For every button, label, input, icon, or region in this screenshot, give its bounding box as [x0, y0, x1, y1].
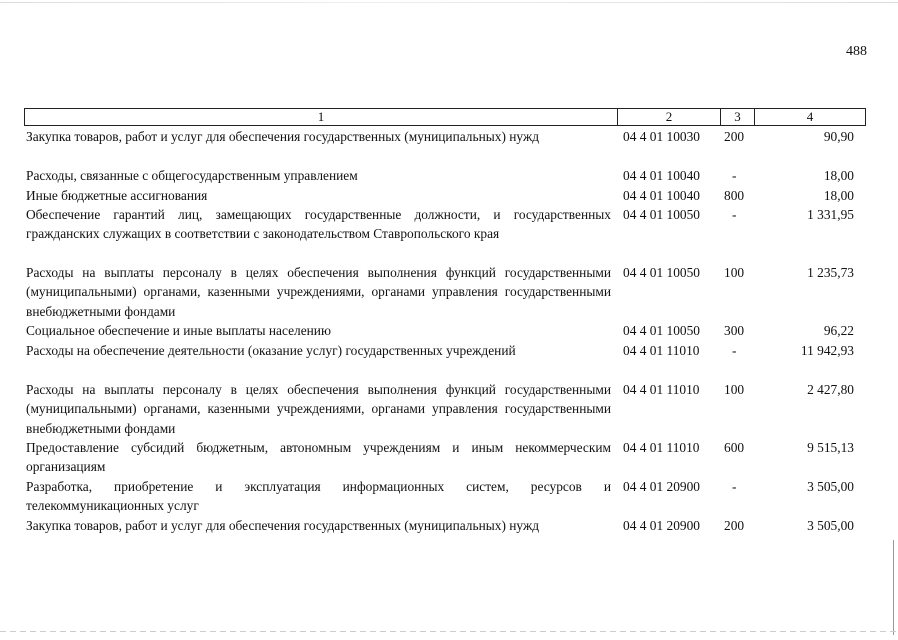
- row-name: Закупка товаров, работ и услуг для обеспечения государственных (муниципальных) нужд: [26, 518, 540, 533]
- row-type: 600: [724, 440, 745, 455]
- row-name: Закупка товаров, работ и услуг для обеспечения государственных (муниципальных) нужд: [26, 129, 540, 144]
- row-code: 04 4 01 11010: [623, 440, 700, 455]
- row-sum: 9 515,13: [807, 440, 854, 455]
- row-name: Расходы на обеспечение деятельности (оказание услуг) государственных учреждений: [26, 343, 516, 358]
- header-col-2: 2: [618, 109, 721, 125]
- row-name: Расходы, связанные с общегосударственным управлением: [26, 168, 358, 183]
- row-code: 04 4 01 11010: [623, 382, 700, 397]
- row-type: -: [732, 479, 737, 494]
- row-sum: 18,00: [823, 188, 854, 203]
- row-name: Расходы на выплаты персоналу в целях обеспечения выполнения функций государственными (муниципальными) органами, казенными учреждениями, органами управления государственными внебюджетными фондами: [26, 382, 611, 436]
- table-header: [24, 108, 866, 126]
- row-sum: 2 427,80: [807, 382, 854, 397]
- row-code: 04 4 01 10050: [623, 207, 700, 222]
- row-sum: 11 942,93: [800, 343, 854, 358]
- row-type: 100: [724, 382, 745, 397]
- row-sum: 3 505,00: [807, 479, 854, 494]
- row-code: 04 4 01 10050: [623, 323, 700, 338]
- row-sum: 3 505,00: [807, 518, 854, 533]
- row-type: -: [732, 168, 737, 183]
- scan-edge-top: [0, 2, 898, 3]
- header-col-1: 1: [25, 109, 618, 125]
- row-type: -: [732, 207, 737, 222]
- row-sum: 1 235,73: [807, 265, 854, 280]
- row-code: 04 4 01 20900: [623, 479, 700, 494]
- row-code: 04 4 01 11010: [623, 343, 700, 358]
- row-type: 200: [724, 518, 745, 533]
- header-col-4: 4: [806, 109, 814, 124]
- scan-edge-right: [893, 540, 894, 635]
- row-sum: 90,90: [823, 129, 854, 144]
- row-name: Разработка, приобретение и эксплуатация информационных систем, ресурсов и телекоммуникационных услуг: [26, 479, 611, 514]
- header-col-3: 3: [721, 109, 755, 125]
- row-name: Социальное обеспечение и иные выплаты населению: [26, 323, 331, 338]
- row-code: 04 4 01 10040: [623, 188, 700, 203]
- row-name: Обеспечение гарантий лиц, замещающих государственные должности, и государственных гражданских служащих в соответствии с законодательством Ставропольского края: [26, 207, 611, 242]
- page-number: 488: [846, 44, 867, 59]
- row-type: 800: [724, 188, 745, 203]
- row-name: Расходы на выплаты персоналу в целях обеспечения выполнения функций государственными (муниципальными) органами, казенными учреждениями, органами управления государственными внебюджетными фондами: [26, 265, 611, 319]
- row-sum: 1 331,95: [807, 207, 854, 222]
- row-name: Иные бюджетные ассигнования: [26, 188, 208, 203]
- row-code: 04 4 01 20900: [623, 518, 700, 533]
- row-type: -: [732, 343, 737, 358]
- scan-edge-bottom: [0, 631, 898, 632]
- budget-table: [24, 108, 866, 533]
- row-code: 04 4 01 10050: [623, 265, 700, 280]
- row-type: 300: [724, 323, 745, 338]
- row-code: 04 4 01 10030: [623, 129, 700, 144]
- row-name: Предоставление субсидий бюджетным, автономным учреждениям и иным некоммерческим организациям: [26, 440, 611, 475]
- row-type: 100: [724, 265, 745, 280]
- row-sum: 96,22: [823, 323, 854, 338]
- row-code: 04 4 01 10040: [623, 168, 700, 183]
- row-sum: 18,00: [823, 168, 854, 183]
- row-type: 200: [724, 129, 745, 144]
